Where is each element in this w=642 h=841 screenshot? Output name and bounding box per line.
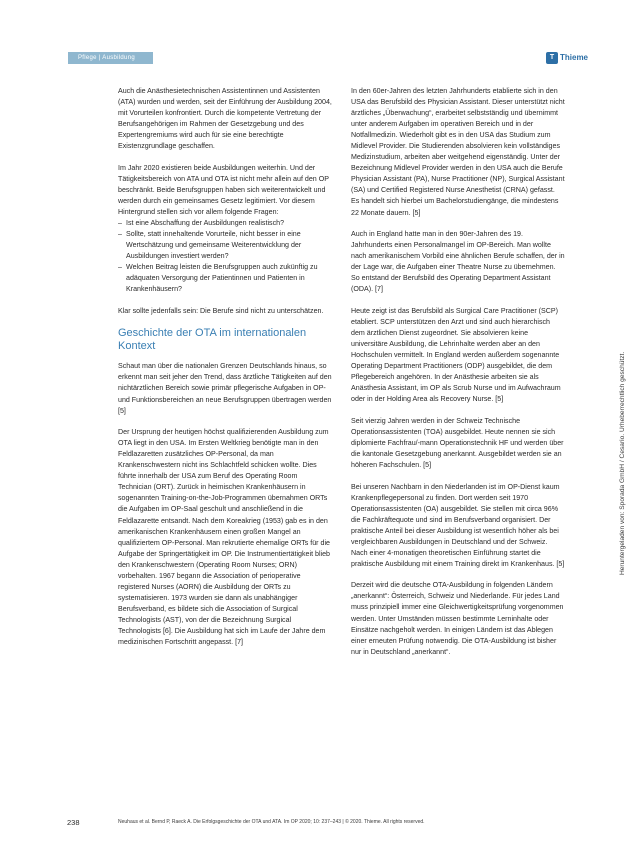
paragraph: Schaut man über die nationalen Grenzen Deutschlands hinaus, so erkennt man seit jeher den Trend, dass ärztliche Tätigkeiten auf den nichtärztlichen Bereich sowie primär pflegerische Aufgaben in OP- und Funktionsbereichen an neue Berufsgruppen übertragen werden [5] [118,362,332,415]
paragraph: Auch in England hatte man in den 90er-Jahren des 19. Jahrhunderts einen Personalmangel im OP-Bereich. Man wollte nach amerikanischem Vorbild eine ähnlichen Berufe schaffen, der in der Lage war, die Aufgaben einer Theatre Nurse zu übernehmen. So entstand der Berufsbild des Operating Department Assistant (ODA). [7] [351,230,565,294]
logo-wordmark: Thieme [560,53,589,62]
paragraph: Bei unseren Nachbarn in den Niederlanden ist im OP-Dienst kaum Krankenpflegepersonal zu finden. Dort werden seit 1970 Operationsassistenten (OA) ausgebildet. Sie stellen mit circa 96% die Fachkräftequote und sind im Berufsverband organisiert. Der praktische Anteil bei dieser Ausbildung ist wesentlich höher als bei vergleichbaren Ausbildungen in Deutschland und der Schweiz. Nach einer 4-monatigen theoretischen Einführung startet die praktische Ausbildung mit einem Training direkt im Krankenhaus. [5] [351,482,565,568]
list-item: – Welchen Beitrag leisten die Berufsgruppen auch zukünftig zu adäquaten Versorgung der Patientinnen und Patienten in Krankenhäusern? [118,262,332,295]
page-number: 238 [67,818,80,827]
paragraph: Seit vierzig Jahren werden in der Schweiz Technische Operationsassistenten (TOA) ausgebildet. Heute nennen sie sich diplomierte Fachfrau/-mann Operationstechnik HF und werden über die kantonale Gesetzgebung anerkannt. Ausgebildet werden sie an höheren Fachschulen. [5] [351,416,564,469]
paragraph: In den 60er-Jahren des letzten Jahrhunderts etablierte sich in den USA das Berufsbild des Physician Assistant. Dieser unterstützt nicht ärztliches „Überwachung“, erarbeitet selbstständig und übernimmt unter anderem Aufgaben im operativen Bereich und in der Notfallmedizin. Wiederholt gibt es in den USA das Studium zum Midlevel Provider. Die Studierenden absolvieren kein vollständiges Medizinstudium, arbeiten aber weitgehend eigenständig. Unter der Bezeichnung Midlevel Provider werden in den USA auch die Berufe Physician Assistant (PA), Nurse Practitioner (NP), Surgical Assistant (SA) und Certified Registered Nurse Anesthetist (CRNA) gefasst. Es handelt sich hierbei um Bachelorstudiengänge, die mindestens 22 Monate dauern. [5] [351,87,565,217]
paragraph: Im Jahr 2020 existieren beide Ausbildungen weiterhin. Und der Tätigkeitsbereich von ATA und OTA ist nicht mehr allein auf den OP beschränkt. Beide Berufsgruppen haben sich weiterentwickelt und werden durch ein gemeinsames Gesetz legitimiert. Vor diesem Hintergrund stellen sich vor allem folgende Fragen: [118,163,329,216]
paragraph: Der Ursprung der heutigen höchst qualifizierenden Ausbildung zum OTA liegt in den USA. Im Ersten Weltkrieg benötigte man in den Feldlazaretten zusätzliches OP-Personal, da man Krankenschwestern nicht ins Schlachtfeld schicken wollte. Dies führte innerhalb der USA zum Beruf des Operating Room Technician (ORT). Zurück in heimischen Krankenhäusern in sogenannten Training-on-the-Job-Programmen übernahmen ORTs die Aufgaben im OP-Saal geschult und anschließend in die Feldlazarette entsandt. Nach dem Koreakrieg (1953) gab es in den amerikanischen Krankenhäusern einen großen Mangel an qualifiziertem OP-Personal. Man rekrutierte ehemalige ORTs für die Aufgabe der Springertätigkeit im OP. Die Instrumentiertätigkeit blieb den Krankenschwestern (Operating Room Nurses; ORN) vorbehalten. 1967 begann die Association of perioperative registered Nurses (AORN) die Ausbildung der ORTs zu systematisieren. 1973 wurden sie dann als unabhängiger Berufsverband, es bildete sich die Association of Surgical Technologists (AST), von der die Bezeichnung Surgical Technologists [6]. Die Ausbildung hat sich im Laufe der Jahre dem medizinischen Fortschritt angepasst. [7] [118,428,331,647]
left-column [118,86,332,659]
thieme-logo-icon: T [546,52,558,64]
paragraph: Derzeit wird die deutsche OTA-Ausbildung in folgenden Ländern „anerkannt“: Österreich, Schweiz und Niederlande. Für jedes Land muss prinzipiell immer eine Gleichwertigkeitsprüfung vorgenommen werden. Unter Umständen müssen bestimmte Lerninhalte oder Einsätze nachgeholt werden. In einigen Ländern ist das Ablegen einer erneuten Prüfung notwendig. Die OTA-Ausbildung ist bisher nur in Deutschland „anerkannt“. [351,581,564,656]
list-item: – Sollte, statt innehaltende Vorurteile, nicht besser in eine Wertschätzung und gemeinsame Weiterentwicklung der Ausbildungen investiert werden? [118,229,332,262]
section-heading: Geschichte der OTA im internationalen Kontext [118,327,307,353]
question-list [118,218,332,295]
paragraph: Auch die Anästhesietechnischen Assistentinnen und Assistenten (ATA) wurden und werden, seit der Einführung der Ausbildung 2004, mit Vorurteilen konfrontiert. Durch die kompetente Vertretung der Berufsangehörigen im Rahmen der Gesetzgebung und des Expertengremiums wird auch für sie eine berechtigte Existenzgrundlage geschaffen. [118,87,332,151]
publisher-logo [546,51,588,64]
list-item: – Ist eine Abschaffung der Ausbildungen realistisch? [118,218,332,229]
download-notice-text: Heruntergeladen von: Sporada GmbH / Cesario. Urheberrechtlich geschützt. [619,351,626,575]
section-tag: Pflege | Ausbildung [68,52,153,64]
download-notice [619,285,631,575]
citation-footer: Neuhaus et al. Bernd P, Raeck A. Die Erfolgsgeschichte der OTA und ATA. Im OP 2020; 10: 237–243 | © 2020. Thieme. All rights reserved. [118,819,425,825]
paragraph: Klar sollte jedenfalls sein: Die Berufe sind nicht zu unterschätzen. [118,306,324,315]
right-column [351,86,565,668]
paragraph: Heute zeigt ist das Berufsbild als Surgical Care Practitioner (SCP) etabliert. SCP unterstützen den Arzt und sind auch hierarchisch dem ärztlichen Dienst zugeordnet. Sie absolvieren keine universitäre Ausbildung, die Lehrinhalte werden aber an den Hochschulen vermittelt. In England werden außerdem sogenannte Operating Department Practitioners (ODP) ausgebildet, die dem Pflegebereich angehören. In der Anästhesie arbeiten sie als Anästhesia Assistant, im OP als Scrub Nurse und im Aufwachraum oder in der Holding Area als Recovery Nurse. [5] [351,306,561,404]
